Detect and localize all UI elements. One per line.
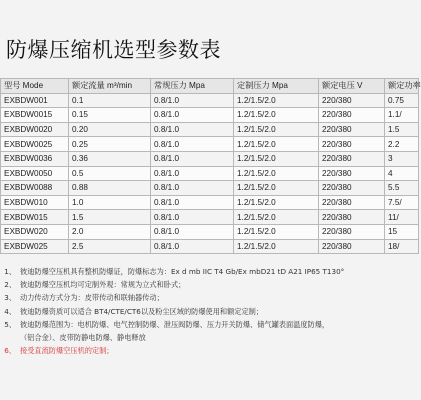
table-cell: 220/380: [319, 210, 385, 225]
table-cell: 1.2/1.5/2.0: [234, 108, 319, 123]
note-text: 彼迪防爆空压机具有整机防爆证，防爆标志为：Ex d mb IIC T4 Gb/Ex mbD21 tD A21 IP65 T130°: [20, 267, 345, 276]
table-cell: 0.15: [69, 108, 151, 123]
note-item: [0, 318, 400, 331]
note-number: 2、: [4, 280, 16, 290]
notes-list: [0, 265, 400, 357]
table-header-row: [1, 79, 419, 94]
table-cell: 220/380: [319, 181, 385, 196]
table-cell: EXBDW025: [1, 239, 69, 254]
table-row: [1, 210, 419, 225]
table-row: [1, 93, 419, 108]
note-number: 1、: [4, 267, 16, 276]
table-cell: EXBDW001: [1, 93, 69, 108]
table-cell: 1.2/1.5/2.0: [234, 195, 319, 210]
table-row: [1, 151, 419, 166]
table-cell: 1.2/1.5/2.0: [234, 166, 319, 181]
table-cell: 0.88: [69, 181, 151, 196]
table-cell: EXBDW015: [1, 210, 69, 225]
page-title: 防爆压缩机选型参数表: [6, 38, 221, 62]
table-cell: 0.5: [69, 166, 151, 181]
table-cell: 1.5: [69, 210, 151, 225]
table-cell: 220/380: [319, 137, 385, 152]
table-cell: 0.36: [69, 151, 151, 166]
table-cell: 3: [385, 151, 419, 166]
table-row: [1, 166, 419, 181]
table-cell: 0.8/1.0: [151, 166, 234, 181]
table-cell: 0.8/1.0: [151, 108, 234, 123]
note-item: [0, 344, 400, 357]
table-cell: 2.5: [69, 239, 151, 254]
table-cell: 0.8/1.0: [151, 210, 234, 225]
table-cell: 1.2/1.5/2.0: [234, 151, 319, 166]
table-row: [1, 195, 419, 210]
table-cell: 18/: [385, 239, 419, 254]
table-cell: 0.1: [69, 93, 151, 108]
column-header: 额定流量 m³/min: [69, 79, 151, 94]
table-cell: 0.8/1.0: [151, 181, 234, 196]
table-cell: 220/380: [319, 224, 385, 239]
table-cell: 1.2/1.5/2.0: [234, 224, 319, 239]
table-cell: 1.2/1.5/2.0: [234, 137, 319, 152]
table-cell: EXBDW0020: [1, 122, 69, 137]
column-header: 额定功率: [385, 79, 419, 94]
table-cell: EXBDW0015: [1, 108, 69, 123]
column-header: 额定电压 V: [319, 79, 385, 94]
table-cell: 1.2/1.5/2.0: [234, 93, 319, 108]
table-cell: 220/380: [319, 108, 385, 123]
table-cell: 0.8/1.0: [151, 122, 234, 137]
table-cell: 0.8/1.0: [151, 151, 234, 166]
table-cell: 220/380: [319, 93, 385, 108]
note-item: [0, 331, 400, 344]
note-number: 5、: [4, 319, 16, 329]
table-cell: 0.8/1.0: [151, 137, 234, 152]
note-number: 6、: [4, 346, 16, 356]
table-cell: 7.5/: [385, 195, 419, 210]
table-cell: EXBDW020: [1, 224, 69, 239]
table-cell: 1.2/1.5/2.0: [234, 210, 319, 225]
table-cell: EXBDW0025: [1, 137, 69, 152]
note-number: 4、: [4, 306, 16, 316]
table-cell: EXBDW010: [1, 195, 69, 210]
table-cell: 0.25: [69, 137, 151, 152]
table-cell: 2.0: [69, 224, 151, 239]
table-cell: 0.8/1.0: [151, 93, 234, 108]
note-text: 接受直流防爆空压机的定制；: [20, 346, 114, 356]
table-cell: 4: [385, 166, 419, 181]
note-item: [0, 305, 400, 318]
table-cell: 2.2: [385, 137, 419, 152]
table-cell: 1.2/1.5/2.0: [234, 239, 319, 254]
column-header: 常规压力 Mpa: [151, 79, 234, 94]
note-text: 彼迪防爆范围为：电机防爆、电气控制防爆、泄压阀防爆、压力开关防爆、储气罐表面温度防爆，: [20, 319, 330, 329]
table-cell: 1.5: [385, 122, 419, 137]
table-cell: EXBDW0036: [1, 151, 69, 166]
table-cell: 0.8/1.0: [151, 239, 234, 254]
table-cell: 1.0: [69, 195, 151, 210]
table-cell: 220/380: [319, 239, 385, 254]
table-cell: 0.8/1.0: [151, 224, 234, 239]
table-row: [1, 122, 419, 137]
table-cell: 220/380: [319, 166, 385, 181]
table-row: [1, 137, 419, 152]
note-text: 彼迪防爆资质可以适合 BT4/CTE/CT6以及粉尘区域的防爆使用和额定定制；: [20, 306, 264, 316]
note-text: 动力传动方式分为：皮带传动和联轴器传动；: [20, 293, 164, 303]
spec-table: [0, 78, 419, 254]
table-cell: 5.5: [385, 181, 419, 196]
table-body: [1, 93, 419, 254]
note-item: [0, 291, 400, 304]
note-text: （铝合金）、皮带防静电防爆、静电释放: [20, 333, 146, 343]
table-cell: 1.2/1.5/2.0: [234, 122, 319, 137]
table-cell: 220/380: [319, 195, 385, 210]
note-item: [0, 265, 400, 278]
table-cell: 11/: [385, 210, 419, 225]
table-row: [1, 108, 419, 123]
table-cell: EXBDW0050: [1, 166, 69, 181]
column-header: 定制压力 Mpa: [234, 79, 319, 94]
table-cell: 220/380: [319, 122, 385, 137]
column-header: 型号 Mode: [1, 79, 69, 94]
table-row: [1, 224, 419, 239]
note-number: 3、: [4, 293, 16, 303]
note-text: 彼迪防爆空压机均可定制外观：常规为立式和卧式；: [20, 280, 186, 290]
table-cell: EXBDW0088: [1, 181, 69, 196]
table-cell: 0.75: [385, 93, 419, 108]
note-item: [0, 278, 400, 291]
table-cell: 0.20: [69, 122, 151, 137]
table-cell: 220/380: [319, 151, 385, 166]
table-cell: 1.2/1.5/2.0: [234, 181, 319, 196]
table-cell: 15: [385, 224, 419, 239]
table-row: [1, 239, 419, 254]
table-cell: 0.8/1.0: [151, 195, 234, 210]
table-row: [1, 181, 419, 196]
table-cell: 1.1/: [385, 108, 419, 123]
